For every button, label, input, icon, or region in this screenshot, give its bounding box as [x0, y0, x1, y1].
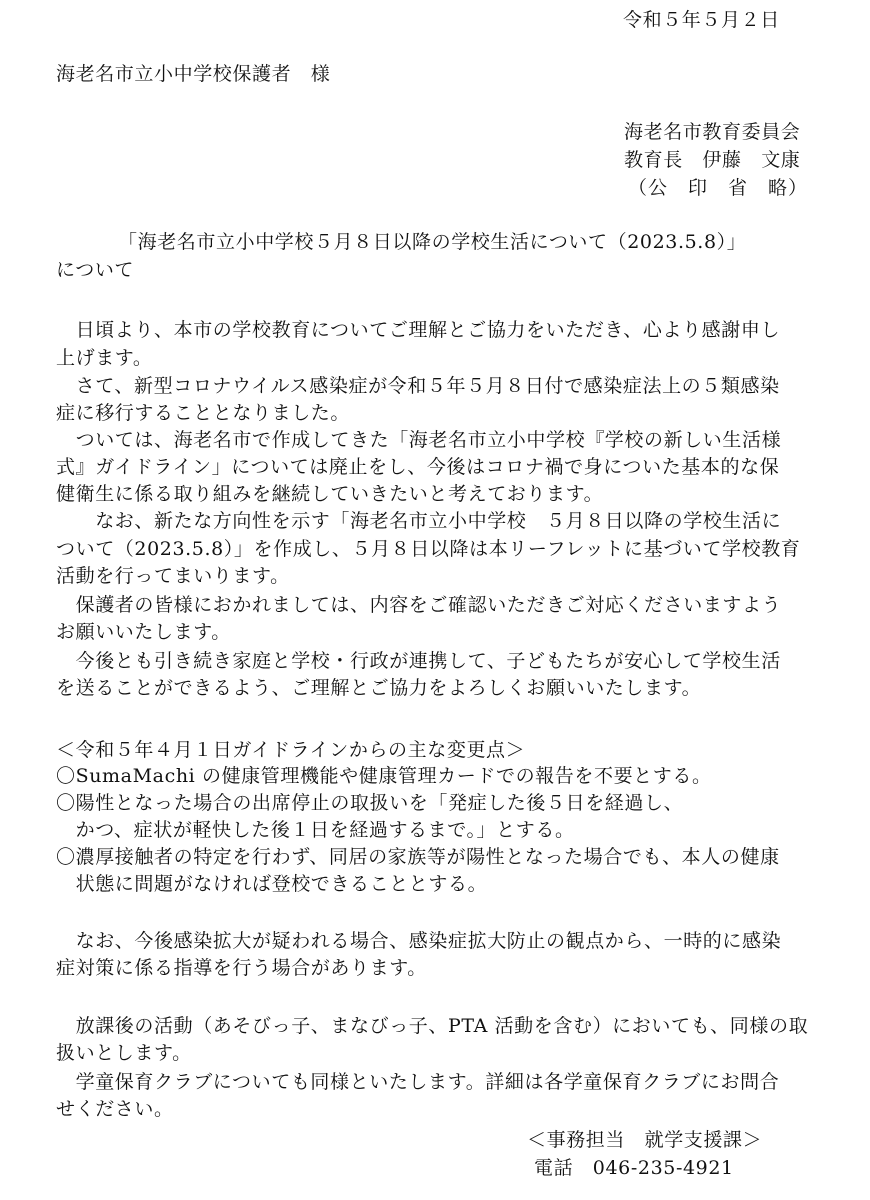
seal-omitted-note: （公 印 省 略） — [628, 177, 809, 199]
body-line: 日頃より、本市の学校教育についてご理解とご協力をいただき、心より感謝申し — [56, 319, 781, 341]
changes-heading: ＜令和５年４月１日ガイドラインからの主な変更点＞ — [56, 739, 526, 761]
sender-organization: 海老名市教育委員会 — [624, 121, 801, 143]
body-line: ついて（2023.5.8）」を作成し、５月８日以降は本リーフレットに基づいて学校教育 — [56, 538, 801, 560]
body-line: 症に移行することとなりました。 — [56, 402, 351, 424]
body-line: 健衛生に係る取り組みを継続していきたいと考えております。 — [56, 483, 604, 505]
body-line: 今後とも引き続き家庭と学校・行政が連携して、子どもたちが安心して学校生活 — [56, 650, 781, 672]
afterschool-note-line: 扱いとします。 — [56, 1042, 192, 1064]
change-item-line: かつ、症状が軽快した後１日を経過するまで。」とする。 — [56, 819, 575, 841]
body-line: 保護者の皆様におかれましては、内容をご確認いただきご対応くださいますよう — [56, 594, 782, 616]
body-line: さて、新型コロナウイルス感染症が令和５年５月８日付で感染症法上の５類感染 — [56, 375, 780, 397]
body-line: 上げます。 — [56, 347, 153, 369]
infection-note-line: 症対策に係る指導を行う場合があります。 — [56, 957, 427, 979]
body-line: なお、新たな方向性を示す「海老名市立小中学校 ５月８日以降の学校生活に — [56, 510, 782, 532]
body-line: 式』ガイドライン」については廃止をし、今後はコロナ禍で身についた基本的な保 — [56, 456, 780, 478]
body-line: 活動を行ってまいります。 — [56, 565, 290, 587]
contact-department: ＜事務担当 就学支援課＞ — [527, 1129, 763, 1151]
sender-name: 教育長 伊藤 文康 — [624, 149, 801, 171]
change-item-line: 〇SumaMachi の健康管理機能や健康管理カードでの報告を不要とする。 — [56, 765, 712, 787]
change-item-line: 〇濃厚接触者の特定を行わず、同居の家族等が陽性となった場合でも、本人の健康 — [56, 846, 780, 868]
body-line: ついては、海老名市で作成してきた「海老名市立小中学校『学校の新しい生活様 — [56, 429, 782, 451]
change-item-line: 〇陽性となった場合の出席停止の取扱いを「発症した後５日を経過し、 — [56, 792, 684, 814]
contact-phone: 電話 046-235-4921 — [534, 1157, 734, 1179]
change-item-line: 状態に問題がなければ登校できることとする。 — [56, 873, 488, 895]
afterschool-note-line: 放課後の活動（あそびっ子、まなびっ子、PTA 活動を含む）においても、同様の取 — [56, 1015, 809, 1037]
afterschool-note-line: 学童保育クラブについても同様といたします。詳細は各学童保育クラブにお問合 — [56, 1071, 780, 1093]
subject-line-2: について — [56, 259, 135, 281]
afterschool-note-line: せください。 — [56, 1098, 174, 1120]
body-line: お願いいたします。 — [56, 621, 231, 643]
infection-note-line: なお、今後感染拡大が疑われる場合、感染症拡大防止の観点から、一時的に感染 — [56, 930, 782, 952]
subject-line-1: 「海老名市立小中学校５月８日以降の学校生活について（2023.5.8）」 — [118, 231, 747, 253]
recipient-line: 海老名市立小中学校保護者 様 — [56, 63, 331, 85]
document-date: 令和５年５月２日 — [623, 9, 780, 31]
body-line: を送ることができるよう、ご理解とご協力をよろしくお願いいたします。 — [56, 677, 702, 699]
